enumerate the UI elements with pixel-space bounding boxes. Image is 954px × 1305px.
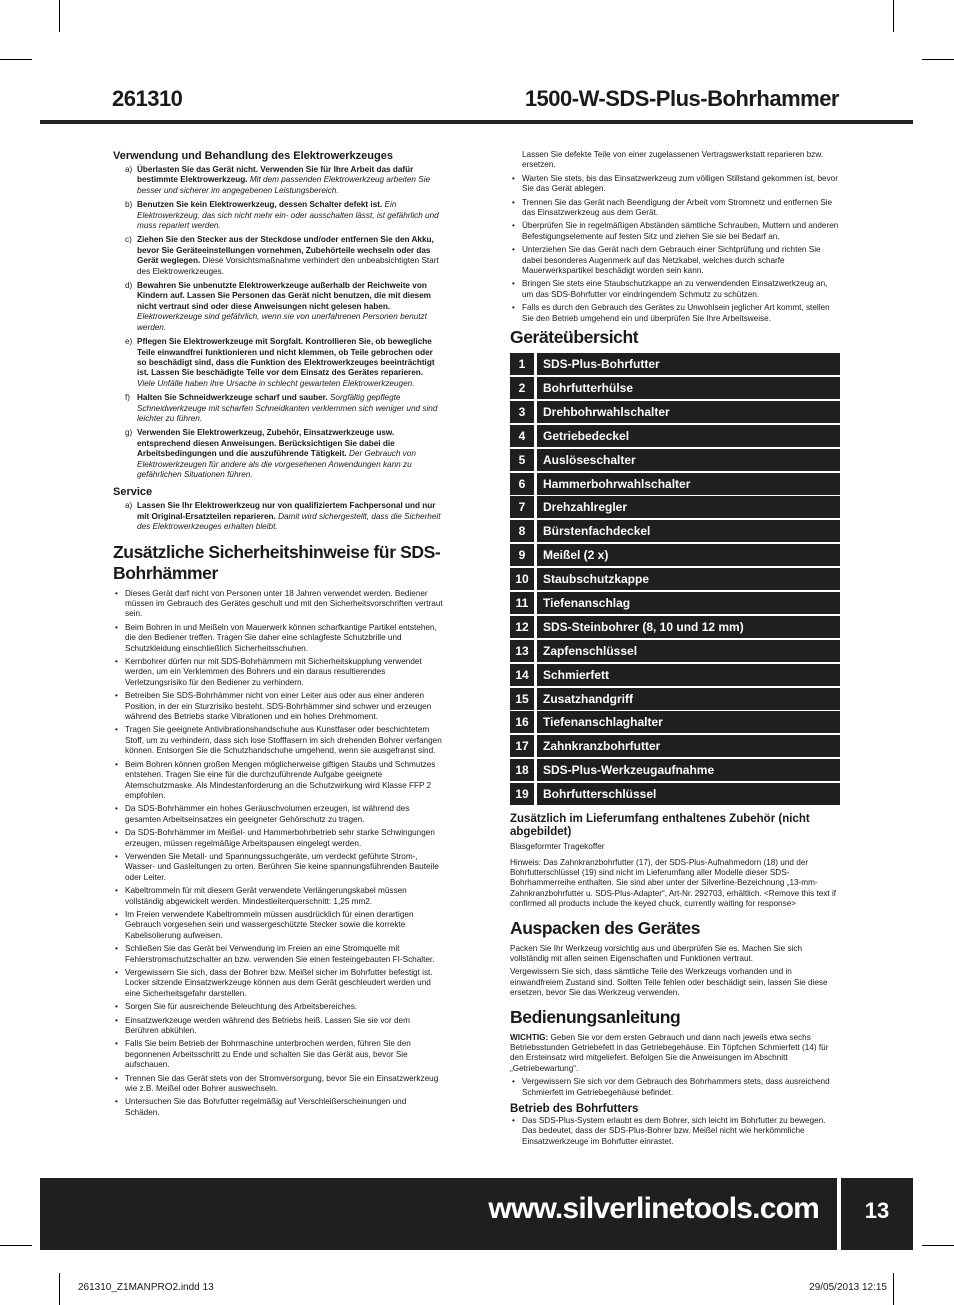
bullet-item: • Trennen Sie das Gerät stets von der Stromversorgung, bevor Sie ein Einsatzwerkzeug wie z.B. Meißel oder Bohrer auswechseln. (113, 1074, 443, 1095)
overview-row (510, 377, 840, 399)
item-bold-text: Bewahren Sie unbenutzte Elektrowerkzeuge außerhalb der Reichweite von Kindern auf. Lassen Sie Personen das Gerät nicht benutzen, die mit diesem nicht vertraut sind oder diese Anweisungen nicht gelesen haben. (137, 281, 431, 311)
bullet-item: • Beim Bohren in und Meißeln von Mauerwerk können scharfkantige Partikel entstehen, die den Bediener treffen. Tragen Sie daher eine schlagfeste Schutzbrille und Schutzkleidung einschließlich Sicherheitsschuhen. (113, 623, 443, 654)
part-label: Schmierfett (537, 664, 840, 686)
part-label: Hammerbohrwahlschalter (537, 473, 840, 495)
item-italic-text: Ein Elektrowerkzeug, das sich nicht mehr ein- oder ausschalten lässt, ist gefährlich und muss repariert werden. (137, 200, 439, 231)
overview-row (510, 592, 840, 614)
part-number: 14 (510, 664, 534, 686)
part-number: 4 (510, 425, 534, 447)
bullet-item: • Verwenden Sie Metall- und Spannungssuchgeräte, um verdeckt geführte Strom-, Wasser- und Gasleitungen zu orten. Berühren Sie keine spannungsführenden Bauteile oder Leiter. (113, 852, 443, 883)
accessory-title: Zusätzlich im Lieferumfang enthaltenes Zubehör (nicht abgebildet) (510, 813, 810, 839)
part-label: SDS-Steinbohrer (8, 10 und 12 mm) (537, 616, 840, 638)
lettered-item (113, 165, 443, 196)
unpack-paragraph-1: Packen Sie Ihr Werkzeug vorsichtig aus und überprüfen Sie es. Machen Sie sich vollständig mit allen seinen Eigenschaften und Funktionen vertraut. (510, 943, 803, 963)
part-number: 16 (510, 711, 534, 733)
page-title: 1500-W-SDS-Plus-Bohrhammer (524, 86, 839, 111)
section-title-chuck: Betrieb des Bohrfutters (510, 1103, 639, 1116)
overview-row (510, 449, 840, 471)
important-label: WICHTIG: (510, 1032, 549, 1042)
item-bold-text: Überlasten Sie das Gerät nicht. Verwenden Sie für Ihre Arbeit das dafür bestimmte Elektrowerkzeug. (137, 165, 414, 185)
crop-mark (893, 0, 894, 32)
part-label: Tiefenanschlag (537, 592, 840, 614)
overview-row (510, 783, 840, 805)
bullet-item: • Einsatzwerkzeuge werden während des Betriebs heiß. Lassen Sie sie vor dem Berühren abkühlen. (113, 1016, 443, 1037)
part-number: 18 (510, 759, 534, 781)
overview-row (510, 496, 840, 518)
operation-bullet: • Vergewissern Sie sich vor dem Gebrauch des Bohrhammers stets, dass ausreichend Schmierfett im Getriebegehäuse befindet. (510, 1077, 840, 1098)
footer-bar (40, 1178, 837, 1250)
page-number-box (841, 1178, 913, 1250)
part-label: Getriebedeckel (537, 425, 840, 447)
overview-row (510, 711, 840, 733)
right-column (510, 150, 840, 1150)
bullet-item: • Dieses Gerät darf nicht von Personen unter 18 Jahren verwendet werden. Bediener müssen im Gebrauch des Gerätes geschult und mit den Sicherheitsvorschriften vertraut sein. (113, 589, 443, 620)
item-letter: d) (125, 281, 133, 291)
part-label: Drehzahlregler (537, 496, 840, 518)
part-number: 5 (510, 449, 534, 471)
overview-row (510, 544, 840, 566)
overview-row (510, 688, 840, 710)
crop-mark (0, 59, 32, 60)
bullet-item: • Kernbohrer dürfen nur mit SDS-Bohrhämmern mit Sicherheitskupplung verwendet werden, um ein Verklemmen des Bohrers und ein daraus resultierendes Verletzungsrisiko für den Bediener zu verhindern. (113, 657, 443, 688)
item-bold-text: Pflegen Sie Elektrowerkzeuge mit Sorgfalt. Kontrollieren Sie, ob bewegliche Teile einwandfrei funktionieren und nicht klemmen, ob Teile gebrochen oder so beschädigt sind, dass die Funktion des Elektrowerkzeuges beeinträchtigt ist. Lassen Sie beschädigte Teile vor dem Einsatz des Gerätes reparieren. (137, 337, 435, 378)
unpack-paragraph-2: Vergewissern Sie sich, dass sämtliche Teile des Werkzeugs vorhanden und in einwandfreiem Zustand sind. Sollten Teile fehlen oder beschädigt sein, lassen Sie diese ersetzen, bevor Sie das Werkzeug verwenden. (510, 967, 828, 998)
overview-row (510, 425, 840, 447)
bullet-item: • Da SDS-Bohrhämmer ein hohes Geräuschvolumen erzeugen, ist während des gesamten Arbeitseinsatzes ein geeigneter Gehörschutz zu tragen. (113, 804, 443, 825)
lettered-item (113, 393, 443, 424)
lettered-item (113, 501, 443, 532)
item-letter: b) (125, 200, 133, 210)
part-number: 12 (510, 616, 534, 638)
part-label: Auslöseschalter (537, 449, 840, 471)
item-bold-text: Benutzen Sie kein Elektrowerkzeug, dessen Schalter defekt ist. (137, 200, 383, 210)
lettered-item (113, 281, 443, 333)
website-url[interactable]: www.silverlinetools.com (488, 1192, 819, 1225)
operation-paragraph (510, 1033, 840, 1075)
part-number: 7 (510, 496, 534, 518)
part-number: 8 (510, 520, 534, 542)
part-label: Meißel (2 x) (537, 544, 840, 566)
heading-safety-sds: Zusätzliche Sicherheitshinweise für SDS-Bohrhämmer (113, 541, 441, 583)
bullet-item: • Beim Bohren können großen Mengen möglicherweise giftigen Staubs und Schmutzes entstehen. Tragen Sie eine für die durchzuführende Aufgabe geeignete Atemschutzmaske. Als Mindestanforderung an die Schutzwirkung wird Klasse FFP 2 empfohlen. (113, 760, 443, 802)
item-bold-text: Verwenden Sie Elektrowerkzeug, Zubehör, Einsatzwerkzeuge usw. entsprechend diesen Anweisungen. Berücksichtigen Sie dabei die Arbeitsbedingungen und die auszuführende Tätigkeit. (137, 428, 395, 459)
bullet-item: • Da SDS-Bohrhämmer im Meißel- und Hammerbohrbetrieb sehr starke Schwingungen erzeugen, müssen regelmäßige Arbeitspausen eingelegt werden. (113, 828, 443, 849)
item-italic-text: Damit wird sichergestellt, dass die Sicherheit des Elektrowerkzeuges erhalten bleibt. (137, 511, 441, 532)
part-number: 13 (510, 640, 534, 662)
item-letter: g) (125, 428, 133, 438)
part-label: Zusatzhandgriff (537, 688, 840, 710)
overview-row (510, 735, 840, 757)
operation-text: Geben Sie vor dem ersten Gebrauch und dann nach jeweils etwa sechs Betriebsstunden Getriebefett in das Getriebegehäuse. Ein Töpfchen Schmierfett (14) für den Ersteinsatz wird mitgeliefert. Befolgen Sie die Anweisungen im Abschnitt „Getriebewartung“. (510, 1032, 829, 1073)
bullet-item: • Warten Sie stets, bis das Einsatzwerkzeug zum völligen Stillstand gekommen ist, bevor Sie das Gerät ablegen. (510, 174, 840, 195)
item-letter: a) (125, 501, 133, 511)
overview-row (510, 353, 840, 375)
overview-row (510, 640, 840, 662)
print-slug-file: 261310_Z1MANPRO2.indd 13 (78, 1282, 214, 1293)
item-bold-text: Halten Sie Schneidwerkzeuge scharf und sauber. (137, 393, 328, 403)
hint-text: Hinweis: Das Zahnkranzbohrfutter (17), der SDS-Plus-Aufnahmedorn (18) und der Bohrfutterschlüssel (19) sind nicht im Lieferumfang aller Modelle dieser SDS-Bohrhammerreihe enthalten. Sie sind aber unter der Silverline-Bezeichnung „13-mm-Zahnkranzbohrfutter u. SDS-Plus-Adapter“, Art-Nr. 292703, erhältlich. <Remove this text if confirmed all products include the keyed chuck, currently waiting for response> (510, 857, 837, 909)
part-number: 9 (510, 544, 534, 566)
part-label: SDS-Plus-Bohrfutter (537, 353, 840, 375)
item-bold-text: Ziehen Sie den Stecker aus der Steckdose und/oder entfernen Sie den Akku, bevor Sie Geräteeinstellungen vornehmen, Zubehörteile wechseln oder das Gerät weglegen. (137, 235, 434, 266)
section-title-service: Service (113, 486, 153, 499)
item-italic-text: Elektrowerkzeuge sind gefährlich, wenn sie von unerfahrenen Personen benutzt werden. (137, 312, 427, 332)
bullet-item: • Sorgen Sie für ausreichende Beleuchtung des Arbeitsbereiches. (113, 1002, 443, 1012)
product-code: 261310 (112, 86, 183, 111)
part-label: Staubschutzkappe (537, 568, 840, 590)
part-number: 1 (510, 353, 534, 375)
part-label: Bohrfutterhülse (537, 377, 840, 399)
lettered-item (113, 200, 443, 231)
bullet-item: • Tragen Sie geeignete Antivibrationshandschuhe aus Kunstfaser oder beschichtetem Stoff, um zu verhindern, dass sich lose Stofffasern im sich drehenden Bohrer verfangen können. Entsorgen Sie die Schutzhandschuhe umgehend, wenn sie ausgefranst sind. (113, 725, 443, 756)
chuck-bullet: • Das SDS-Plus-System erlaubt es dem Bohrer, sich leicht im Bohrfutter zu bewegen. Das bedeutet, dass der SDS-Plus-Bohrer bzw. Meißel nicht wie herkömmliche Einsatzwerkzeuge im Bohrfutter einrastet. (510, 1116, 840, 1147)
item-letter: c) (125, 235, 132, 245)
part-number: 19 (510, 783, 534, 805)
heading-unpacking: Auspacken des Gerätes (510, 917, 701, 938)
overview-row (510, 473, 840, 495)
service-list (113, 501, 443, 532)
bullet-item: • Schließen Sie das Gerät bei Verwendung im Freien an eine Stromquelle mit Fehlerstromschutzschalter an bzw. verwenden Sie einen festeingebauten FI-Schalter. (113, 944, 443, 965)
overview-row (510, 520, 840, 542)
overview-row (510, 616, 840, 638)
part-label: Tiefenanschlaghalter (537, 711, 840, 733)
part-label: Drehbohrwahlschalter (537, 401, 840, 423)
bullet-item: • Bringen Sie stets eine Staubschutzkappe an zu verwendenden Einsatzwerkzeug an, um das SDS-Bohrfutter vor eindringendem Schmutz zu schützen. (510, 279, 840, 300)
part-label: Zahnkranzbohrfutter (537, 735, 840, 757)
overview-row (510, 759, 840, 781)
part-number: 10 (510, 568, 534, 590)
heading-overview: Geräteübersicht (510, 327, 639, 348)
bullet-item: • Überprüfen Sie in regelmäßigen Abständen sämtliche Schrauben, Muttern und anderen Befestigungselemente auf festen Sitz und ziehen Sie sie bei Bedarf an. (510, 221, 840, 242)
part-number: 11 (510, 592, 534, 614)
crop-mark (59, 1273, 60, 1305)
bullet-item: • Kabeltrommeln für mit diesem Gerät verwendete Verlängerungskabel müssen vollständig abgewickelt werden. Mindestleiterquerschnitt: 1,25 mm2. (113, 886, 443, 907)
item-italic-text: Der Gebrauch von Elektrowerkzeugen für andere als die vorgesehenen Anwendungen kann zu gefährlichen Situationen führen. (137, 449, 416, 479)
continued-text: Lassen Sie defekte Teile von einer zugelassenen Vertragswerkstatt reparieren bzw. ersetzen. (522, 150, 824, 170)
crop-mark (922, 1245, 954, 1246)
lettered-item (113, 428, 443, 480)
page-number: 13 (864, 1198, 890, 1223)
item-letter: f) (125, 393, 131, 403)
part-label: Bürstenfachdeckel (537, 520, 840, 542)
bullet-item: • Im Freien verwendete Kabeltrommeln müssen ausdrücklich für einen derartigen Gebrauch vorgesehen sein und wassergeschützte Stecker sowie die korrekte Kabelisolierung aufweisen. (113, 910, 443, 941)
item-text: Diese Vorsichtsmaßnahme verhindert den unbeabsichtigten Start des Elektrowerkzeuges. (137, 256, 439, 276)
part-number: 6 (510, 473, 534, 495)
item-bold-text: Lassen Sie Ihr Elektrowerkzeug nur von qualifiziertem Fachpersonal und nur mit Original-Ersatzteilen reparieren. (137, 501, 436, 521)
print-slug-date: 29/05/2013 12:15 (809, 1282, 887, 1293)
bullet-item: • Unterziehen Sie das Gerät nach dem Gebrauch einer Sichtprüfung und richten Sie dabei besonderes Augenmerk auf das Netzkabel, welches durch scharfe Mauerwerkspartikel beschädigt worden sein kann. (510, 245, 840, 276)
bullet-item: • Vergewissern Sie sich, dass der Bohrer bzw. Meißel sicher im Bohrfutter befestigt ist. Locker sitzende Einsatzwerkzeuge können aus dem Gerät geschleudert werden und eine Sicherheitsgefahr darstellen. (113, 968, 443, 999)
item-italic-text: Viele Unfälle haben ihre Ursache in schlecht gewarteten Elektrowerkzeugen. (137, 378, 415, 388)
crop-mark (893, 1273, 894, 1305)
heading-operation: Bedienungsanleitung (510, 1006, 681, 1027)
parts-overview-table (510, 353, 840, 805)
part-number: 17 (510, 735, 534, 757)
section-title-usage: Verwendung und Behandlung des Elektrowerkzeuges (113, 150, 393, 162)
item-letter: e) (125, 337, 133, 347)
crop-mark (0, 1245, 32, 1246)
usage-list (113, 165, 443, 480)
bullet-item: • Falls Sie beim Betrieb der Bohrmaschine unterbrochen werden, führen Sie den begonnenen Arbeitsschritt zu Ende und schalten Sie das Gerät aus, bevor Sie aufschauen. (113, 1039, 443, 1070)
part-number: 15 (510, 688, 534, 710)
header-rule (40, 120, 913, 124)
accessory-text: Blasgeformter Tragekoffer (510, 842, 605, 852)
part-label: Zapfenschlüssel (537, 640, 840, 662)
part-label: SDS-Plus-Werkzeugaufnahme (537, 759, 840, 781)
part-label: Bohrfutterschlüssel (537, 783, 840, 805)
bullet-item: • Betreiben Sie SDS-Bohrhämmer nicht von einer Leiter aus oder aus einer anderen Position, in der ein Sturzrisiko besteht. SDS-Bohrhämmer sind schwer und erzeugen während des Betriebs starke Vibrationen und ein hohes Drehmoment. (113, 691, 443, 722)
item-letter: a) (125, 165, 133, 174)
item-italic-text: Sorgfältig gepflegte Schneidwerkzeuge mit scharfen Schneidkanten verklemmen sich weniger und sind leichter zu führen. (137, 393, 438, 423)
safety-bullet-list (113, 589, 443, 1119)
crop-mark (922, 59, 954, 60)
part-number: 2 (510, 377, 534, 399)
bullet-item: • Falls es durch den Gebrauch des Gerätes zu Unwohlsein jeglicher Art kommt, stellen Sie den Betrieb umgehend ein und überprüfen Sie Ihre Arbeitsweise. (510, 303, 840, 324)
right-bullet-list (510, 174, 840, 324)
lettered-item (113, 337, 443, 389)
bullet-item: • Trennen Sie das Gerät nach Beendigung der Arbeit vom Stromnetz und entfernen Sie das Einsatzwerkzeug aus dem Gerät. (510, 198, 840, 219)
crop-mark (59, 0, 60, 32)
item-italic-text: Mit dem passenden Elektrowerkzeug arbeiten Sie besser und sicherer im angegebenen Leistungsbereich. (137, 175, 431, 195)
overview-row (510, 568, 840, 590)
overview-row (510, 664, 840, 686)
overview-row (510, 401, 840, 423)
part-number: 3 (510, 401, 534, 423)
lettered-item (113, 235, 443, 277)
left-column (113, 150, 443, 1121)
bullet-item: • Untersuchen Sie das Bohrfutter regelmäßig auf Verschleißerscheinungen und Schäden. (113, 1097, 443, 1118)
